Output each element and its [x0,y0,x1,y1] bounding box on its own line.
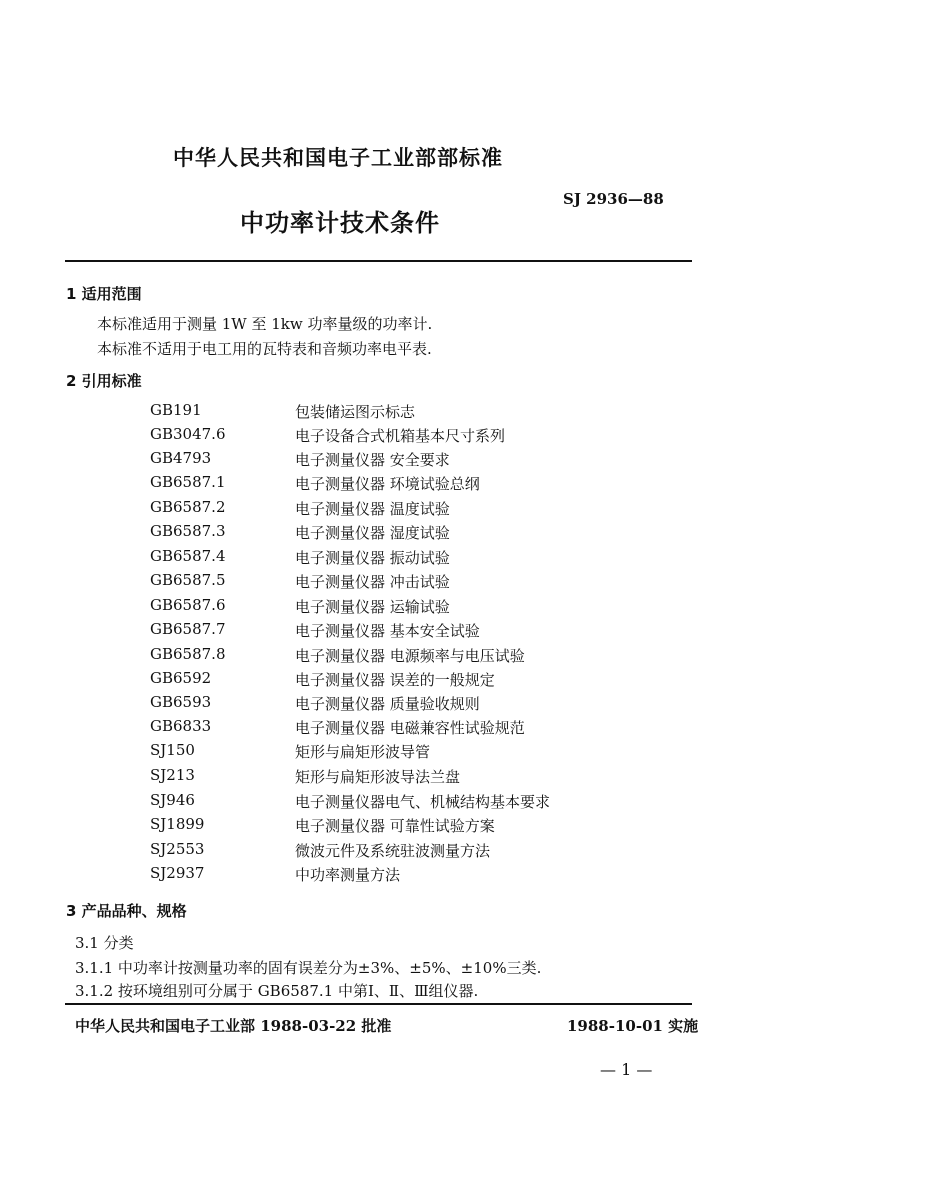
reference-code: GB6587.2 [150,498,226,516]
section-1-paragraph: 本标准适用于测量 1W 至 1kw 功率量级的功率计. [97,315,433,333]
reference-title: 电子测量仪器 冲击试验 [295,573,450,591]
reference-title: 电子测量仪器 安全要求 [295,451,450,469]
reference-title: 电子测量仪器 运输试验 [295,598,450,616]
reference-title: 电子测量仪器 振动试验 [295,549,450,567]
reference-code: SJ2553 [150,840,205,858]
reference-code: GB6587.1 [150,473,226,491]
reference-title: 电子测量仪器 基本安全试验 [295,622,480,640]
reference-code: GB6587.8 [150,645,226,663]
reference-code: GB6587.6 [150,596,226,614]
reference-code: GB6587.3 [150,522,226,540]
organization-title: 中华人民共和国电子工业部部标准 [173,146,503,170]
reference-title: 电子测量仪器 电磁兼容性试验规范 [295,719,525,737]
reference-title: 矩形与扁矩形波导法兰盘 [295,768,461,786]
reference-code: GB3047.6 [150,425,226,443]
reference-title: 中功率测量方法 [295,866,401,884]
section-2-heading: 2 引用标准 [66,372,142,390]
reference-title: 电子测量仪器 质量验收规则 [295,695,480,713]
standard-number: SJ 2936—88 [563,190,664,208]
footer-rule [65,1003,692,1005]
reference-title: 电子设备合式机箱基本尺寸系列 [295,427,506,445]
reference-code: GB6592 [150,669,212,687]
effective-date: 1988-10-01 实施 [567,1017,699,1035]
section-3-heading: 3 产品品种、规格 [66,902,187,920]
reference-title: 包装储运图示标志 [295,403,416,421]
reference-title: 电子测量仪器电气、机械结构基本要求 [295,793,551,811]
reference-title: 电子测量仪器 误差的一般规定 [295,671,495,689]
page-number: — 1 — [600,1060,653,1079]
reference-title: 电子测量仪器 温度试验 [295,500,450,518]
clause-3-1-1: 3.1.1 中功率计按测量功率的固有误差分为±3%、±5%、±10%三类. [75,959,542,977]
reference-title: 电子测量仪器 可靠性试验方案 [295,817,495,835]
approval-note: 中华人民共和国电子工业部 1988-03-22 批准 [75,1017,392,1035]
reference-code: SJ150 [150,741,195,759]
section-1-paragraph: 本标准不适用于电工用的瓦特表和音频功率电平表. [97,340,432,358]
reference-title: 电子测量仪器 环境试验总纲 [295,475,480,493]
reference-code: GB4793 [150,449,212,467]
reference-code: GB6833 [150,717,212,735]
reference-title: 矩形与扁矩形波导管 [295,743,431,761]
reference-code: SJ213 [150,766,195,784]
reference-code: GB191 [150,401,202,419]
reference-code: SJ2937 [150,864,205,882]
reference-title: 电子测量仪器 电源频率与电压试验 [295,647,525,665]
section-1-heading: 1 适用范围 [66,285,142,303]
reference-code: GB6587.4 [150,547,226,565]
reference-code: GB6587.5 [150,571,226,589]
reference-title: 微波元件及系统驻波测量方法 [295,842,491,860]
reference-code: SJ946 [150,791,195,809]
header-rule [65,260,692,262]
reference-code: GB6593 [150,693,212,711]
reference-code: GB6587.7 [150,620,226,638]
reference-title: 电子测量仪器 湿度试验 [295,524,450,542]
clause-3-1-2: 3.1.2 按环境组别可分属于 GB6587.1 中第Ⅰ、Ⅱ、Ⅲ组仪器. [75,982,479,1000]
reference-code: SJ1899 [150,815,205,833]
clause-3-1: 3.1 分类 [75,934,134,952]
document-title: 中功率计技术条件 [240,209,440,237]
